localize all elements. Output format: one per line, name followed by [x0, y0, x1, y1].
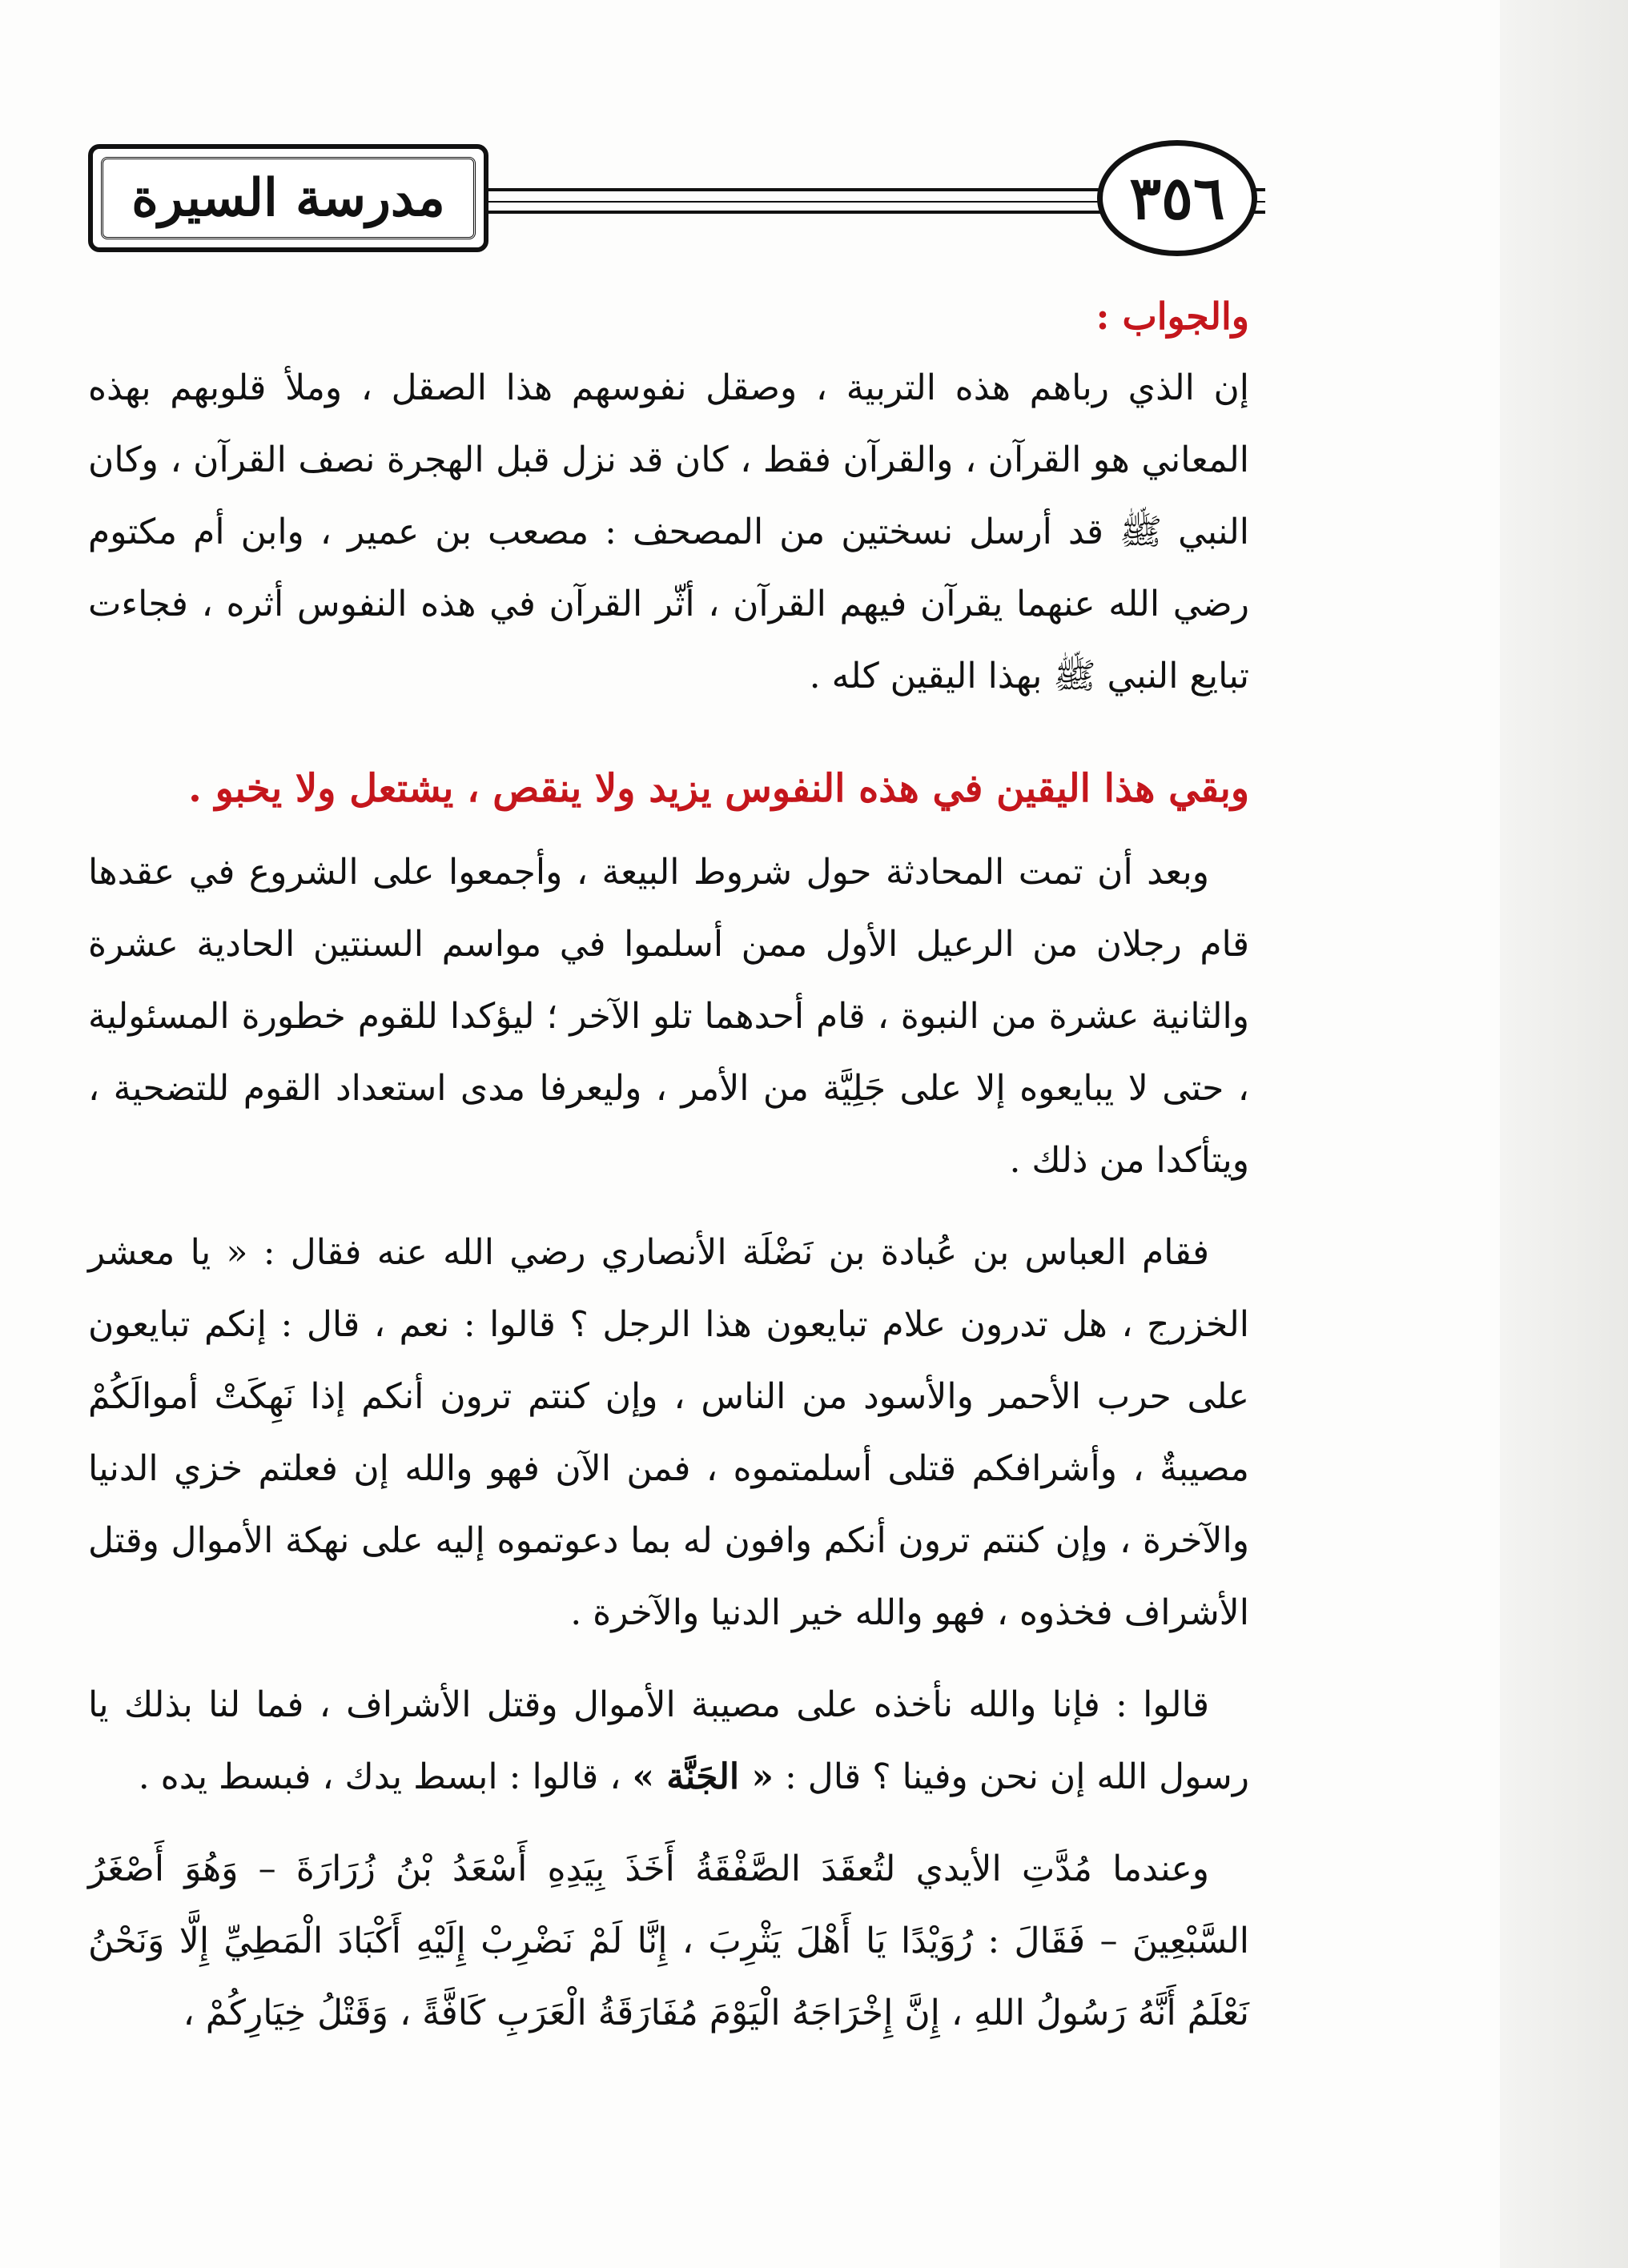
paragraph-text: وعندما مُدَّتِ الأيدي لتُعقَدَ الصَّفْقَةُ أَخَذَ بِيَدِهِ أَسْعَدُ بْنُ زُرَارَةَ – وَهُوَ أَصْغَرُ السَّبْعِينَ – فَقَالَ : رُوَيْدًا يَا أَهْلَ يَثْرِبَ ، إِنَّا لَمْ نَضْرِبْ إِلَيْهِ أَكْبَادَ الْمَطِيِّ إِلَّا وَنَحْنُ نَعْلَمُ أَنَّهُ رَسُولُ اللهِ ، إِنَّ إِخْرَاجَهُ الْيَوْمَ مُفَارَقَةُ الْعَرَبِ كَافَّةً ، وَقَتْلُ خِيَارِكُمْ ، [88, 1849, 1249, 2033]
page-header [88, 140, 1265, 260]
book-title: مدرسة السيرة [131, 168, 445, 228]
emphasis-jannah: « الجَنَّة » [632, 1756, 774, 1797]
paragraph-text-part: قالوا : فإنا والله نأخذه على مصيبة الأموال وقتل الأشراف ، فما لنا بذلك يا رسول الله إن نحن وفينا ؟ قال : [88, 1684, 1249, 1797]
paragraph-text-part: ، قالوا : ابسط يدك ، فبسط يده . [138, 1756, 621, 1797]
paragraph-text [88, 1669, 1249, 1813]
paragraph-4 [88, 1669, 1249, 1813]
answer-label: والجواب : [1095, 295, 1249, 338]
paragraph-1 [88, 352, 1249, 713]
section-heading: وبقي هذا اليقين في هذه النفوس يزيد ولا ينقص ، يشتعل ولا يخبو . [188, 766, 1249, 811]
paragraph-text: فقام العباس بن عُبادة بن نَضْلَة الأنصاري رضي الله عنه فقال : « يا معشر الخزرج ، هل تدرون علام تبايعون هذا الرجل ؟ قالوا : نعم ، قال : إنكم تبايعون على حرب الأحمر والأسود من الناس ، وإن كنتم ترون أنكم إذا نَهِكَتْ أموالَكُمْ مصيبةٌ ، وأشرافكم قتلى أسلمتموه ، فمن الآن فهو والله إن فعلتم خزي الدنيا والآخرة ، وإن كنتم ترون أنكم وافون له بما دعوتموه إليه على نهكة الأموال وقتل الأشراف فخذوه ، فهو والله خير الدنيا والآخرة . [88, 1232, 1249, 1633]
paragraph-3 [88, 1217, 1249, 1649]
paragraph-text: وبعد أن تمت المحادثة حول شروط البيعة ، وأجمعوا على الشروع في عقدها قام رجلان من الرعيل الأول ممن أسلموا في مواسم السنتين الحادية عشرة والثانية عشرة من النبوة ، قام أحدهما تلو الآخر ؛ ليؤكدا للقوم خطورة المسئولية ، حتى لا يبايعوه إلا على جَلِيَّة من الأمر ، وليعرفا مدى استعداد القوم للتضحية ، ويتأكدا من ذلك . [88, 852, 1249, 1181]
page-edge-shadow [1500, 0, 1628, 2268]
paragraph-5 [88, 1833, 1249, 2049]
paragraph-text: إن الذي رباهم هذه التربية ، وصقل نفوسهم هذا الصقل ، وملأ قلوبهم بهذه المعاني هو القرآن ، والقرآن فقط ، كان قد نزل قبل الهجرة نصف القرآن ، وكان النبي ﷺ قد أرسل نسختين من المصحف : مصعب بن عمير ، وابن أم مكتوم رضي الله عنهما يقرآن فيهم القرآن ، أثّر القرآن في هذه النفوس أثره ، فجاءت تبايع النبي ﷺ بهذا اليقين كله . [88, 367, 1249, 696]
paragraph-2 [88, 837, 1249, 1197]
book-title-cartouche [88, 144, 488, 252]
page-number: ٣٥٦ [1097, 140, 1257, 256]
